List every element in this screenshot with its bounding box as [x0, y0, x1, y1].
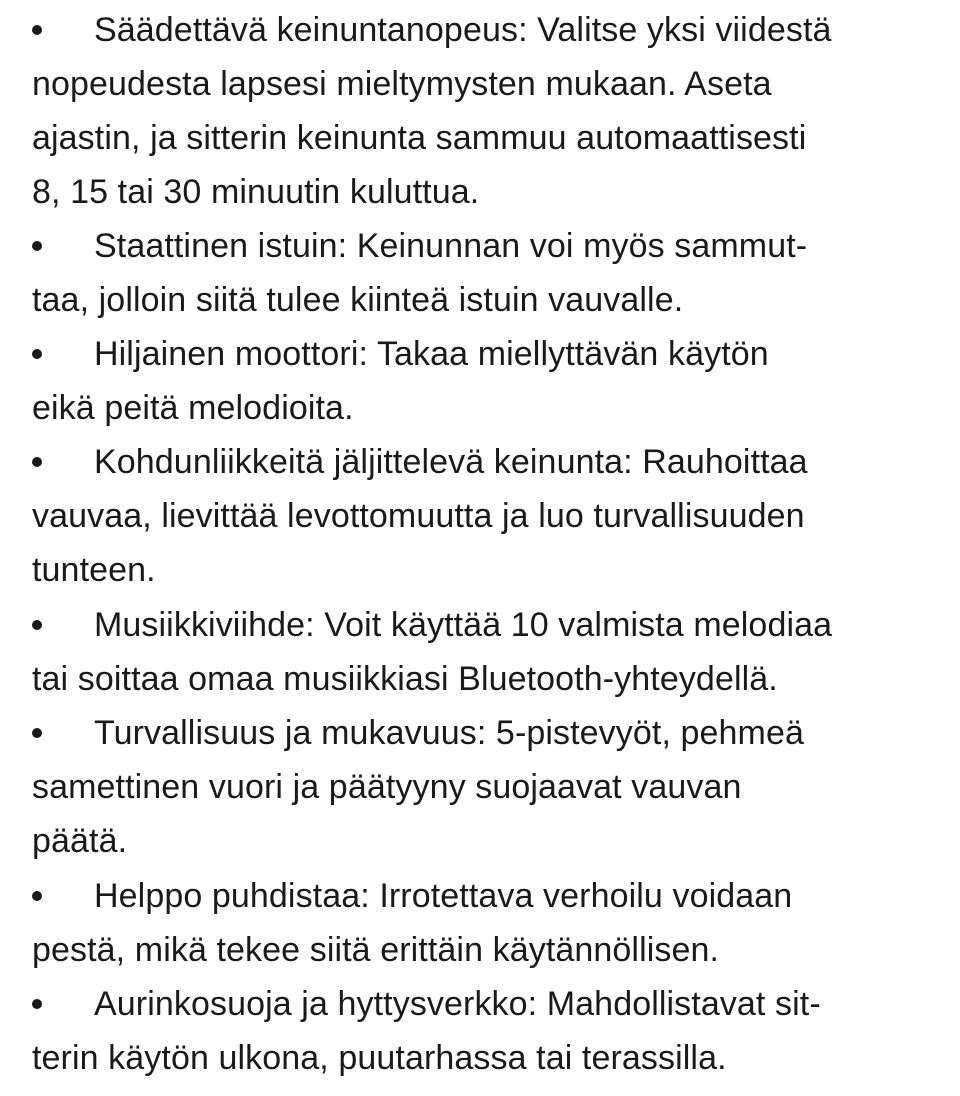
list-item-text: vauvaa, lievittää levottomuutta ja luo turvallisuuden: [32, 497, 805, 535]
list-item-text: päätä.: [32, 822, 128, 860]
list-item-text: terin käytön ulkona, puutarhassa tai terassilla.: [32, 1039, 727, 1077]
list-item-text: Kohdunliikkeitä jäljittelevä keinunta: Rauhoittaa: [94, 443, 808, 481]
list-item-text: tunteen.: [32, 551, 156, 589]
bullet-icon: [32, 349, 42, 359]
list-item-text: tai soittaa omaa musiikkiasi Bluetooth-yhteydellä.: [32, 660, 778, 698]
list-item-text: samettinen vuori ja päätyyny suojaavat vauvan: [32, 768, 742, 806]
list-item-text: Säädettävä keinuntanopeus: Valitse yksi viidestä: [94, 11, 832, 49]
list-item-text: Staattinen istuin: Keinunnan voi myös sammut-: [94, 227, 808, 265]
list-item-text: 8, 15 tai 30 minuutin kuluttua.: [32, 173, 480, 211]
list-item-text: ajastin, ja sitterin keinunta sammuu automaattisesti: [32, 119, 807, 157]
list-item-text: Turvallisuus ja mukavuus: 5-pistevyöt, pehmeä: [94, 714, 804, 752]
bullet-icon: [32, 620, 42, 630]
bullet-icon: [32, 241, 42, 251]
list-item-text: pestä, mikä tekee siitä erittäin käytännöllisen.: [32, 931, 720, 969]
bullet-icon: [32, 25, 42, 35]
list-item-text: Helppo puhdistaa: Irrotettava verhoilu voidaan: [94, 877, 793, 915]
list-item-text: Hiljainen moottori: Takaa miellyttävän käytön: [94, 335, 769, 373]
bullet-icon: [32, 457, 42, 467]
list-item-text: Aurinkosuoja ja hyttysverkko: Mahdollistavat sit-: [94, 985, 821, 1023]
list-item-text: eikä peitä melodioita.: [32, 389, 354, 427]
bullet-icon: [32, 728, 42, 738]
list-item-text: taa, jolloin siitä tulee kiinteä istuin vauvalle.: [32, 281, 684, 319]
bullet-icon: [32, 999, 42, 1009]
bullet-icon: [32, 891, 42, 901]
list-item-text: Musiikkiviihde: Voit käyttää 10 valmista melodiaa: [94, 606, 833, 644]
list-item-text: nopeudesta lapsesi mieltymysten mukaan. Aseta: [32, 65, 772, 103]
